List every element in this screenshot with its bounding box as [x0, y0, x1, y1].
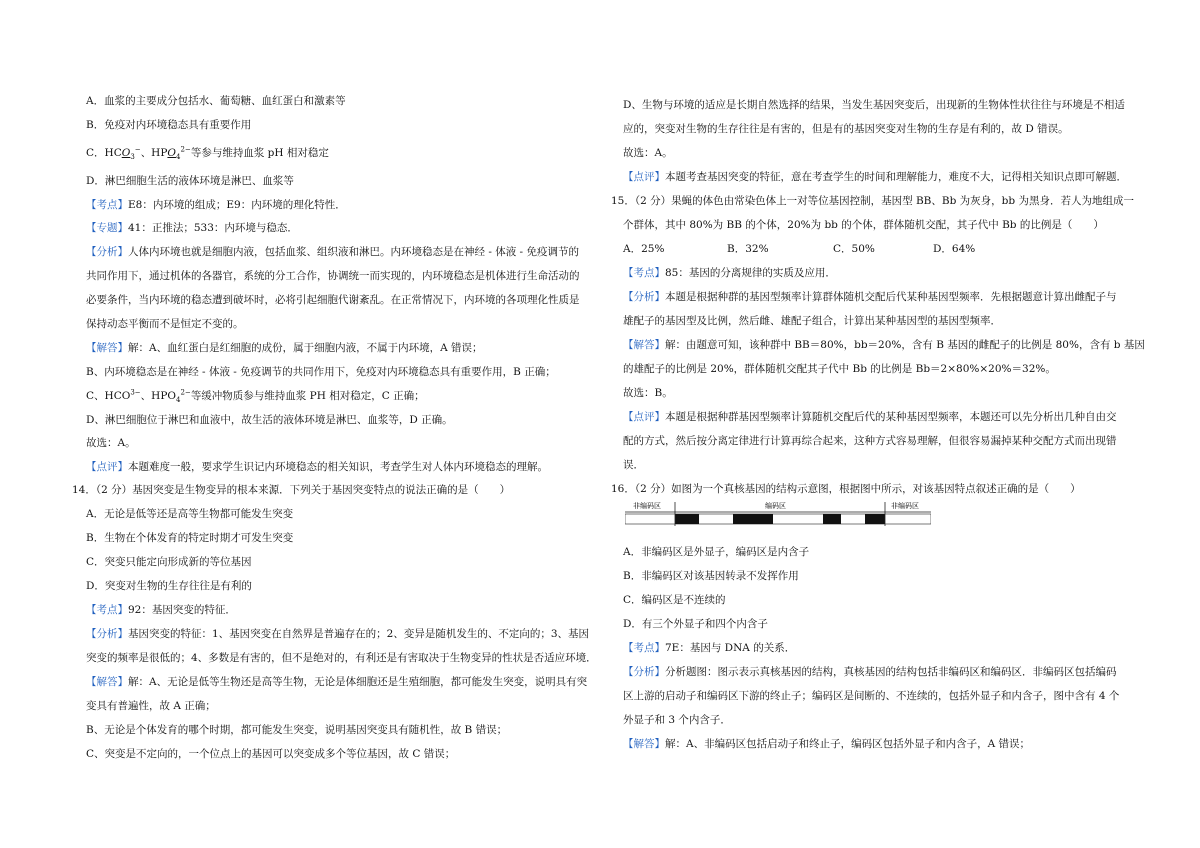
- jieda-tag: 【解答】: [623, 738, 665, 750]
- option-c-prefix: C．HC: [86, 147, 122, 159]
- q15-option-d: D．64%: [933, 243, 976, 255]
- q15-dianping-line3: 误．: [623, 459, 644, 471]
- superscript-2minus: 2−: [180, 145, 191, 154]
- q14-jieda: [86, 675, 587, 689]
- q16-jieda: [623, 737, 1030, 751]
- jieda-tag: 【解答】: [86, 342, 128, 354]
- jieda3-hpo: 、HPO: [140, 390, 177, 402]
- zhuanti-text: 41：正推法；533：内环境与稳态．: [128, 222, 298, 234]
- fenxi-tag: 【分析】: [86, 628, 128, 640]
- q15-stem: 15．（2 分）果蝇的体色由常染色体上一对等位基因控制，基因型 BB、Bb 为灰身，bb 为黑身．若人为地组成一: [611, 195, 1134, 207]
- jieda3-sup1: 3−: [130, 388, 141, 397]
- fenxi-text: 分析题图：图示表示真核基因的结构，真核基因的结构包括非编码区和编码区．非编码区包括编码: [665, 666, 1117, 678]
- dianping-text: 本题难度一般，要求学生识记内环境稳态的相关知识，考查学生对人体内环境稳态的理解。: [128, 461, 548, 473]
- q15-fenxi-line2: 雄配子的基因型及比例，然后雌、雄配子组合，计算出某种基因型的基因型频率．: [623, 315, 1001, 327]
- q14-d-line1: D、生物与环境的适应是长期自然选择的结果，当发生基因突变后，出现新的生物体性状往往与环境是不相适: [623, 99, 1125, 111]
- dianping-tag: 【点评】: [623, 171, 665, 183]
- q15-kaodian: [623, 266, 836, 280]
- ion-o-1: O: [121, 147, 131, 159]
- ion-o-2: O: [167, 147, 177, 159]
- option-c-mid: 、HP: [140, 147, 168, 159]
- subscript-4: 4: [176, 153, 181, 162]
- jieda-tag: 【解答】: [86, 676, 128, 688]
- fenxi-text: 人体内环境也就是细胞内液，包括血浆、组织液和淋巴。内环境稳态是在神经 - 体液 - 免疫调节的: [128, 246, 579, 258]
- jieda3-hco: C、HCO: [86, 390, 131, 402]
- q14-fenxi: [86, 627, 589, 641]
- q14-jieda-line4: C、突变是不定向的，一个位点上的基因可以突变成多个等位基因，故 C 错误；: [86, 748, 456, 760]
- q14-jieda-line2: 变具有普遍性，故 A 正确；: [86, 700, 216, 712]
- q16-fenxi: [623, 665, 1117, 679]
- kaodian-text: 92：基因突变的特征．: [128, 604, 236, 616]
- q16-fenxi-line2: 区上游的启动子和编码区下游的终止子；编码区是间断的、不连续的，包括外显子和内含子，图中含有 4 个: [623, 690, 1120, 702]
- q15-option-b: B．32%: [727, 243, 769, 255]
- superscript-minus: −: [134, 145, 141, 154]
- jieda3-sub: 4: [176, 396, 181, 405]
- dianping-text: 本题是根据种群基因型频率计算随机交配后代的某种基因型频率，本题还可以先分析出几种自由交: [665, 411, 1117, 423]
- q16-option-c: C．编码区是不连续的: [623, 594, 726, 606]
- kaodian-tag: 【考点】: [86, 199, 128, 211]
- q16-fenxi-line3: 外显子和 3 个内含子．: [623, 714, 731, 726]
- q15-answer: 故选：B。: [623, 387, 673, 399]
- q14-dianping: [623, 170, 1127, 184]
- q14-option-b: B．生物在个体发育的特定时期才可发生突变: [86, 532, 294, 544]
- q14-jieda-line3: B、无论是个体发育的哪个时期，都可能发生突变，说明基因突变具有随机性，故 B 错误；: [86, 724, 508, 736]
- label-coding: 编码区: [765, 502, 786, 510]
- q15-dianping-line2: 配的方式，然后按分离定律进行计算再综合起来，这种方式容易理解，但很容易漏掉某种交配方式而出现错: [623, 435, 1117, 447]
- q13-jieda-line2: B、内环境稳态是在神经 - 体液 - 免疫调节的共同作用下，免疫对内环境稳态具有重要作用，B 正确；: [86, 366, 556, 378]
- q14-option-c: C．突变只能定向形成新的等位基因: [86, 556, 252, 568]
- q14-option-d: D．突变对生物的生存往往是有利的: [86, 580, 252, 592]
- q14-fenxi-line2: 突变的频率是很低的；4、多数是有害的，但不是绝对的，有利还是有害取决于生物变异的性状是否适应环境．: [86, 652, 597, 664]
- q14-answer: 故选：A。: [623, 147, 673, 159]
- q13-jieda-line4: D、淋巴细胞位于淋巴和血液中，故生活的液体环境是淋巴、血浆等，D 正确。: [86, 414, 453, 426]
- option-c-post: 等参与维持血浆 pH 相对稳定: [190, 147, 329, 159]
- q13-fenxi: [86, 245, 579, 259]
- q15-dianping: [623, 410, 1117, 424]
- q14-d-line2: 应的，突变对生物的生存往往是有害的，但是有的基因突变对生物的生存是有利的，故 D 错误。: [623, 123, 1069, 135]
- q14-stem: 14．（2 分）基因突变是生物变异的根本来源．下列关于基因突变特点的说法正确的是（ ）: [72, 484, 511, 496]
- kaodian-tag: 【考点】: [623, 267, 665, 279]
- q13-jieda: [86, 341, 483, 355]
- q16-option-a: A．非编码区是外显子，编码区是内含子: [623, 546, 810, 558]
- q14-option-a: A．无论是低等还是高等生物都可能发生突变: [86, 508, 294, 520]
- q15-fenxi: [623, 290, 1117, 304]
- q16-option-d: D．有三个外显子和四个内含子: [623, 618, 768, 630]
- exon-3: [823, 514, 841, 524]
- exon-2: [733, 514, 773, 524]
- jieda-text: 解：A、非编码区包括启动子和终止子，编码区包括外显子和内含子，A 错误；: [665, 738, 1031, 750]
- fenxi-text: 本题是根据种群的基因型频率计算群体随机交配后代某种基因型频率．先根据题意计算出雌配子与: [665, 291, 1117, 303]
- q13-zhuanti: [86, 221, 298, 235]
- dianping-text: 本题考查基因突变的特征，意在考查学生的时间和理解能力，难度不大，记得相关知识点即可解题．: [665, 171, 1127, 183]
- zhuanti-tag: 【专题】: [86, 222, 128, 234]
- q15-stem-line2: 个群体，其中 80%为 BB 的个体，20%为 bb 的个体，群体随机交配，其子代中 Bb 的比例是（ ）: [623, 219, 1104, 231]
- jieda3-rest: 等缓冲物质参与维持血浆 PH 相对稳定，C 正确；: [190, 390, 425, 402]
- q13-dianping: [86, 460, 548, 474]
- exon-4: [865, 514, 885, 524]
- gene-structure-diagram: [625, 498, 931, 534]
- kaodian-tag: 【考点】: [86, 604, 128, 616]
- jieda-tag: 【解答】: [623, 339, 665, 351]
- label-noncoding-left: 非编码区: [633, 502, 661, 510]
- q13-option-b: B．免疫对内环境稳态具有重要作用: [86, 119, 252, 131]
- q15-jieda-line2: 的雄配子的比例是 20%，群体随机交配其子代中 Bb 的比例是 Bb＝2×80%×20%＝32%。: [623, 363, 1056, 375]
- subscript-3: 3: [130, 153, 135, 162]
- q13-fenxi-line2: 共同作用下，通过机体的各器官，系统的分工合作，协调统一而实现的，内环境稳态是机体进行生命活动的: [86, 270, 580, 282]
- q13-answer: 故选：A。: [86, 437, 136, 449]
- q13-option-a: A．血浆的主要成分包括水、葡萄糖、血红蛋白和激素等: [86, 95, 346, 107]
- q13-jieda-line3: [86, 389, 425, 403]
- kaodian-tag: 【考点】: [623, 642, 665, 654]
- fenxi-tag: 【分析】: [623, 666, 665, 678]
- fenxi-tag: 【分析】: [623, 291, 665, 303]
- q16-stem: 16．（2 分）如图为一个真核基因的结构示意图，根据图中所示，对该基因特点叙述正确的是（ ）: [611, 483, 1081, 495]
- q15-jieda: [623, 338, 1145, 352]
- q13-option-c: [86, 146, 329, 160]
- q16-option-b: B．非编码区对该基因转录不发挥作用: [623, 570, 799, 582]
- jieda-text: 解：A、无论是低等生物还是高等生物，无论是体细胞还是生殖细胞，都可能发生突变，说明具有突: [128, 676, 588, 688]
- q15-option-a: A．25%: [623, 243, 665, 255]
- q16-kaodian: [623, 641, 795, 655]
- label-noncoding-right: 非编码区: [891, 502, 919, 510]
- q13-option-d: D．淋巴细胞生活的液体环境是淋巴、血浆等: [86, 175, 294, 187]
- exon-1: [675, 514, 699, 524]
- q13-fenxi-line4: 保持动态平衡而不是恒定不变的。: [86, 318, 244, 330]
- q13-kaodian: [86, 198, 346, 212]
- fenxi-text: 基因突变的特征：1、基因突变在自然界是普遍存在的；2、变异是随机发生的、不定向的；3、基因: [128, 628, 590, 640]
- jieda3-sup2: 2−: [180, 388, 191, 397]
- kaodian-text: 7E：基因与 DNA 的关系．: [665, 642, 796, 654]
- dianping-tag: 【点评】: [623, 411, 665, 423]
- q13-fenxi-line3: 必要条件，当内环境的稳态遭到破坏时，必将引起细胞代谢紊乱。在正常情况下，内环境的各项理化性质是: [86, 294, 580, 306]
- q15-option-c: C．50%: [833, 243, 875, 255]
- dianping-tag: 【点评】: [86, 461, 128, 473]
- q14-kaodian: [86, 603, 236, 617]
- kaodian-text: E8：内环境的组成；E9：内环境的理化特性．: [128, 199, 346, 211]
- jieda-text: 解：A、血红蛋白是红细胞的成份，属于细胞内液，不属于内环境，A 错误；: [128, 342, 483, 354]
- fenxi-tag: 【分析】: [86, 246, 128, 258]
- jieda-text: 解：由题意可知，该种群中 BB＝80%，bb＝20%，含有 B 基因的雌配子的比例是 80%，含有 b 基因: [665, 339, 1145, 351]
- kaodian-text: 85：基因的分离规律的实质及应用．: [665, 267, 836, 279]
